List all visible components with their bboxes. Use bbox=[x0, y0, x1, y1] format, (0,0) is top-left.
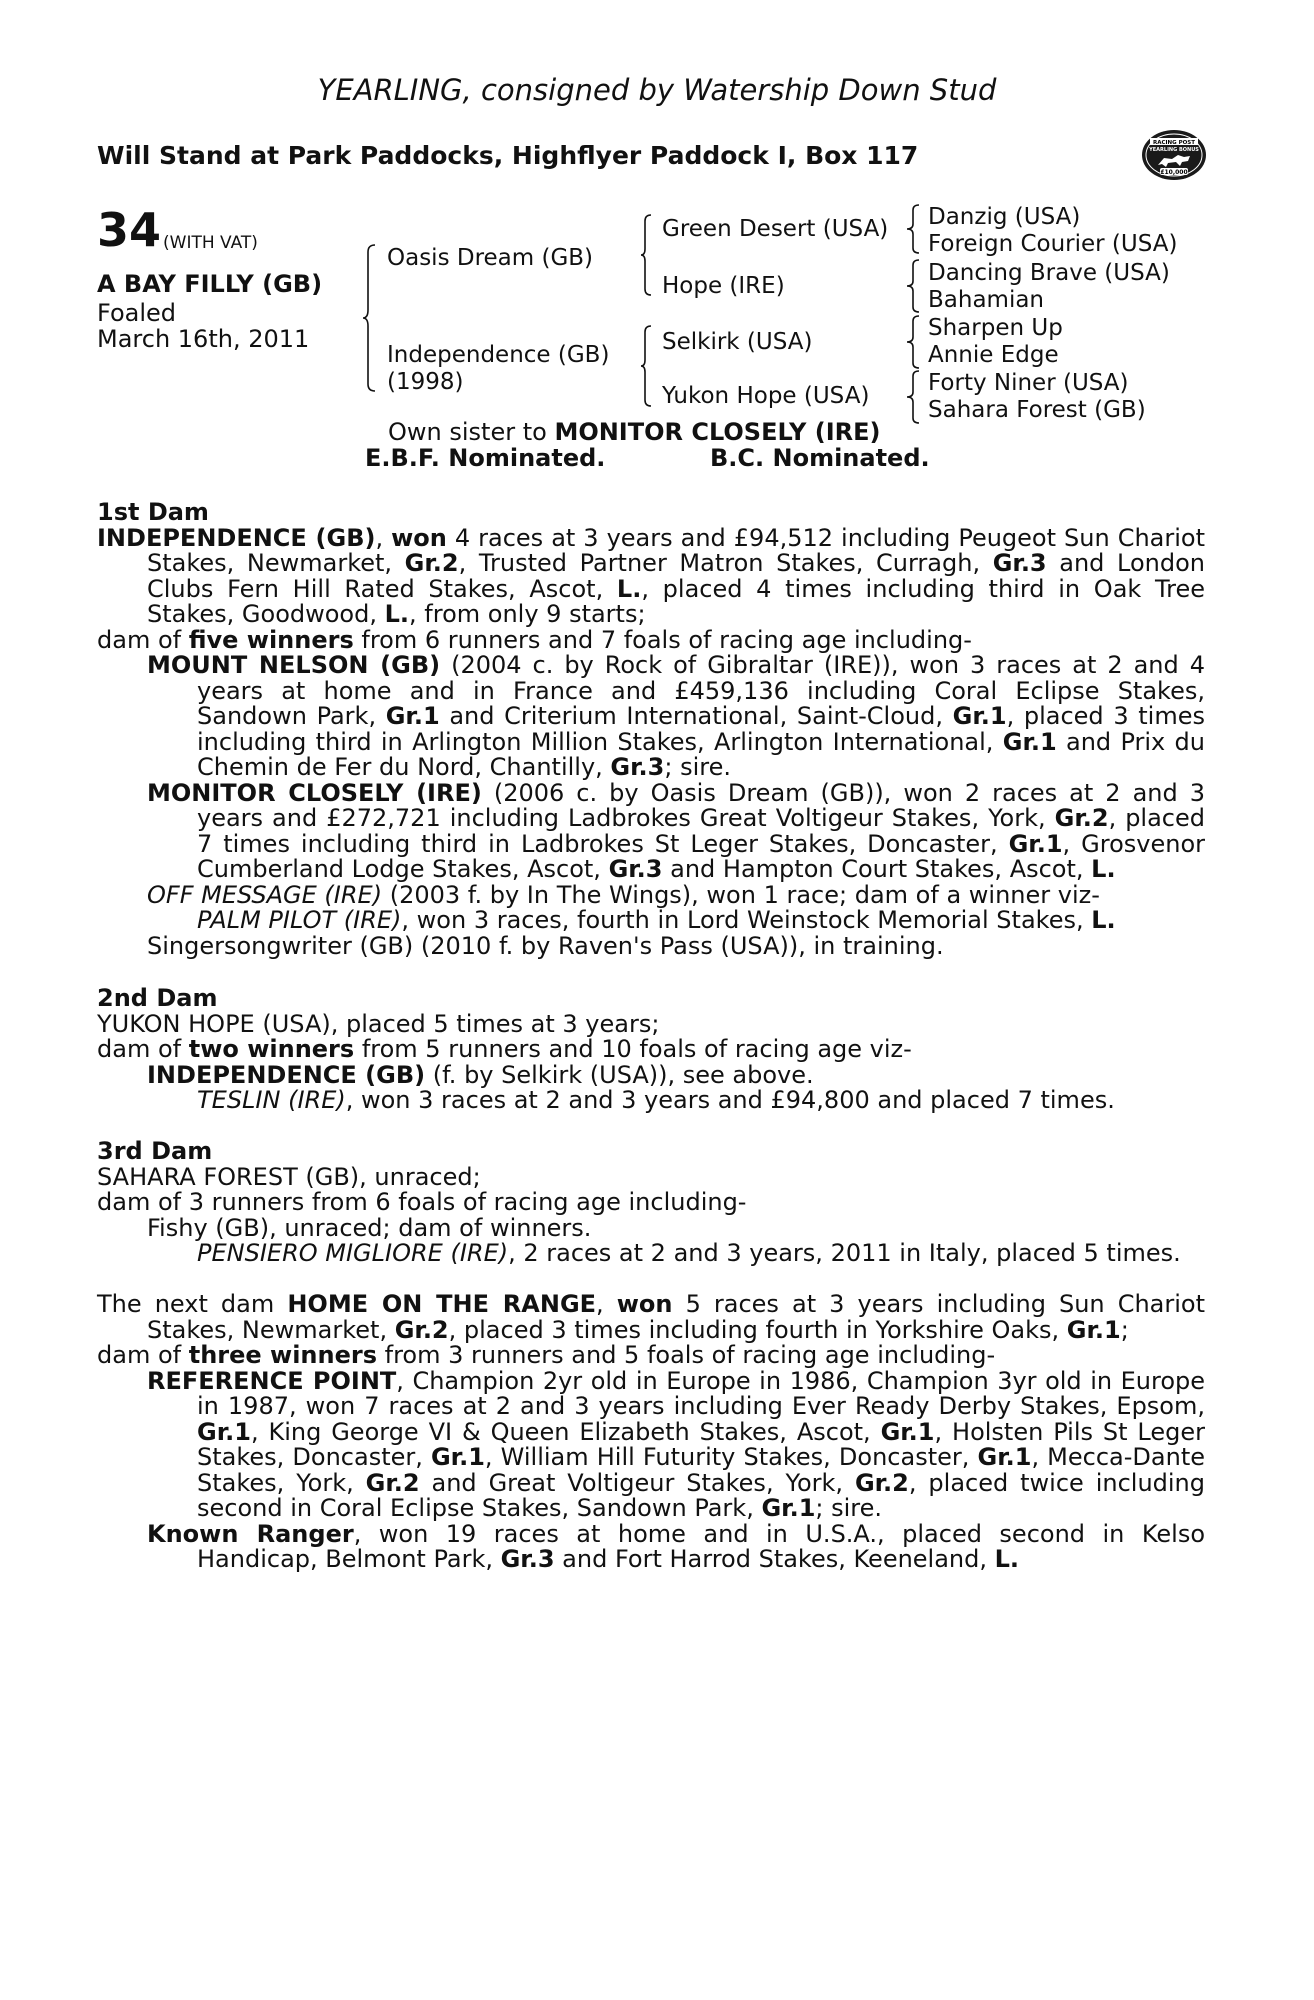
next-dam-produce: dam of three winners from 3 runners and 5 foals of racing age including- bbox=[97, 1341, 996, 1369]
pedigree-dds: Forty Niner (USA) bbox=[928, 370, 1129, 396]
produce-monitor-closely: MONITOR CLOSELY (IRE) (2006 c. by Oasis Dream (GB)), won 2 races at 2 and 3 years and £272,721 including Ladbrokes Great Voltigeur Stakes, York, Gr.2, placed 7 times including third in Ladbrokes St Leger Stakes, Doncaster, Gr.1, Grosvenor Cumberland Lodge Stakes, Ascot, Gr.3 and Hampton Court Stakes, Ascot, L. bbox=[147, 778, 1206, 883]
bc-nominated: B.C. Nominated. bbox=[710, 444, 930, 472]
pedigree-brace-yukon-hope bbox=[906, 370, 920, 424]
produce-known-ranger: Known Ranger, won 19 races at home and in U.S.A., placed second in Kelso Handicap, Belmont Park, Gr.3 and Fort Harrod Stakes, Keeneland, L. bbox=[147, 1519, 1206, 1573]
pedigree-dam: Independence (GB) bbox=[387, 342, 610, 368]
next-dam-section bbox=[97, 1292, 1205, 1573]
second-dam-section bbox=[97, 986, 1205, 1114]
pedigree-dsd: Annie Edge bbox=[928, 342, 1059, 368]
produce-reference-point: REFERENCE POINT, Champion 2yr old in Europe in 1986, Champion 3yr old in Europe in 1987, won 7 races at 2 and 3 years including Ever Ready Derby Stakes, Epsom, Gr.1, King George VI & Queen Elizabeth Stakes, Ascot, Gr.1, Holsten Pils St Leger Stakes, Doncaster, Gr.1, William Hill Futurity Stakes, Doncaster, Gr.1, Mecca-Dante Stakes, York, Gr.2 and Great Voltigeur Stakes, York, Gr.2, placed twice including second in Coral Eclipse Stakes, Sandown Park, Gr.1; sire. bbox=[147, 1366, 1205, 1522]
pedigree-brace-sire bbox=[640, 214, 652, 296]
badge-bottom-text: £10,000 bbox=[1160, 169, 1188, 176]
lot-vat: (WITH VAT) bbox=[163, 233, 258, 253]
third-dam-record: SAHARA FOREST (GB), unraced; bbox=[97, 1162, 481, 1191]
third-dam-produce: dam of 3 runners from 6 foals of racing age including- bbox=[97, 1188, 747, 1216]
page-header bbox=[0, 0, 1314, 176]
pedigree-brace-gen1 bbox=[362, 244, 376, 392]
pedigree-sdd: Bahamian bbox=[928, 287, 1045, 313]
pedigree-sds: Dancing Brave (USA) bbox=[928, 260, 1170, 286]
pedigree-dss: Sharpen Up bbox=[928, 315, 1063, 341]
third-dam-section bbox=[97, 1139, 1205, 1267]
second-dam-record: YUKON HOPE (USA), placed 5 times at 3 years; bbox=[97, 1009, 660, 1038]
produce-pensiero-migliore: PENSIERO MIGLIORE (IRE), 2 races at 2 and 3 years, 2011 in Italy, placed 5 times. bbox=[197, 1239, 1181, 1267]
pedigree-sss: Danzig (USA) bbox=[928, 204, 1081, 230]
pedigree-sire-sire: Green Desert (USA) bbox=[662, 216, 889, 242]
pedigree-ssd: Foreign Courier (USA) bbox=[928, 231, 1178, 257]
first-dam-record: INDEPENDENCE (GB), won 4 races at 3 years and £94,512 including Peugeot Sun Chariot Stakes, Newmarket, Gr.2, Trusted Partner Matron Stakes, Curragh, Gr.3 and London Clubs Fern Hill Rated Stakes, Ascot, L., placed 4 times including third in Oak Tree Stakes, Goodwood, L., from only 9 starts; bbox=[97, 523, 1205, 628]
nomination-notes bbox=[0, 420, 1314, 475]
foaled-date: March 16th, 2011 bbox=[97, 325, 310, 353]
ebf-nominated: E.B.F. Nominated. bbox=[365, 444, 606, 472]
horse-description: A BAY FILLY (GB) bbox=[97, 270, 323, 298]
stand-location: Will Stand at Park Paddocks, Highflyer Paddock I, Box 117 bbox=[97, 141, 919, 170]
third-dam-title: 3rd Dam bbox=[97, 1137, 213, 1165]
produce-palm-pilot: PALM PILOT (IRE), won 3 races, fourth in Lord Weinstock Memorial Stakes, L. bbox=[197, 906, 1116, 934]
first-dam-produce: dam of five winners from 6 runners and 7 foals of racing age including- bbox=[97, 625, 972, 654]
pedigree-dam-dam: Yukon Hope (USA) bbox=[662, 383, 870, 409]
pedigree-brace-dam bbox=[640, 325, 652, 407]
produce-teslin: TESLIN (IRE), won 3 races at 2 and 3 years and £94,800 and placed 7 times. bbox=[197, 1086, 1115, 1114]
produce-independence: INDEPENDENCE (GB) (f. by Selkirk (USA)), see above. bbox=[147, 1060, 814, 1089]
pedigree-dam-year: (1998) bbox=[387, 369, 464, 395]
lot-number: 34 bbox=[97, 203, 162, 257]
pedigree-brace-green-desert bbox=[906, 204, 920, 254]
pedigree-brace-selkirk bbox=[906, 315, 920, 369]
first-dam-title: 1st Dam bbox=[97, 498, 209, 526]
badge-middle-text: YEARLING BONUS bbox=[1149, 147, 1199, 153]
pedigree-brace-hope bbox=[906, 259, 920, 313]
produce-mount-nelson: MOUNT NELSON (GB) (2004 c. by Rock of Gibraltar (IRE)), won 3 races at 2 and 4 years at home and in France and £459,136 including Coral Eclipse Stakes, Sandown Park, Gr.1 and Criterium International, Saint-Cloud, Gr.1, placed 3 times including third in Arlington Million Stakes, Arlington International, Gr.1 and Prix du Chemin de Fer du Nord, Chantilly, Gr.3; sire. bbox=[147, 651, 1206, 781]
pedigree-sire-dam: Hope (IRE) bbox=[662, 273, 785, 299]
second-dam-title: 2nd Dam bbox=[97, 984, 218, 1012]
first-dam-section bbox=[97, 500, 1205, 959]
second-dam-produce: dam of two winners from 5 runners and 10 foals of racing age viz- bbox=[97, 1035, 912, 1063]
lot-block bbox=[97, 205, 377, 365]
next-dam-record: The next dam HOME ON THE RANGE, won 5 races at 3 years including Sun Chariot Stakes, Newmarket, Gr.2, placed 3 times including fourth in Yorkshire Oaks, Gr.1; bbox=[97, 1290, 1206, 1344]
foaled-label: Foaled bbox=[97, 299, 177, 327]
pedigree-ddd: Sahara Forest (GB) bbox=[928, 397, 1146, 423]
produce-fishy: Fishy (GB), unraced; dam of winners. bbox=[147, 1213, 592, 1242]
badge-top-text: RACING POST bbox=[1152, 140, 1196, 146]
own-sister-name: MONITOR CLOSELY (IRE) bbox=[554, 418, 881, 446]
own-sister-line: Own sister to MONITOR CLOSELY (IRE) bbox=[388, 418, 881, 446]
pedigree-sire: Oasis Dream (GB) bbox=[387, 245, 594, 271]
pedigree-dam-sire: Selkirk (USA) bbox=[662, 329, 813, 355]
produce-off-message: OFF MESSAGE (IRE) (2003 f. by In The Wings), won 1 race; dam of a winner viz- bbox=[147, 880, 1100, 909]
produce-singersongwriter: Singersongwriter (GB) (2010 f. by Raven's Pass (USA)), in training. bbox=[147, 931, 944, 960]
yearling-bonus-badge-icon bbox=[1140, 128, 1208, 182]
consignor-heading: YEARLING, consigned by Watership Down Stud bbox=[317, 73, 997, 107]
